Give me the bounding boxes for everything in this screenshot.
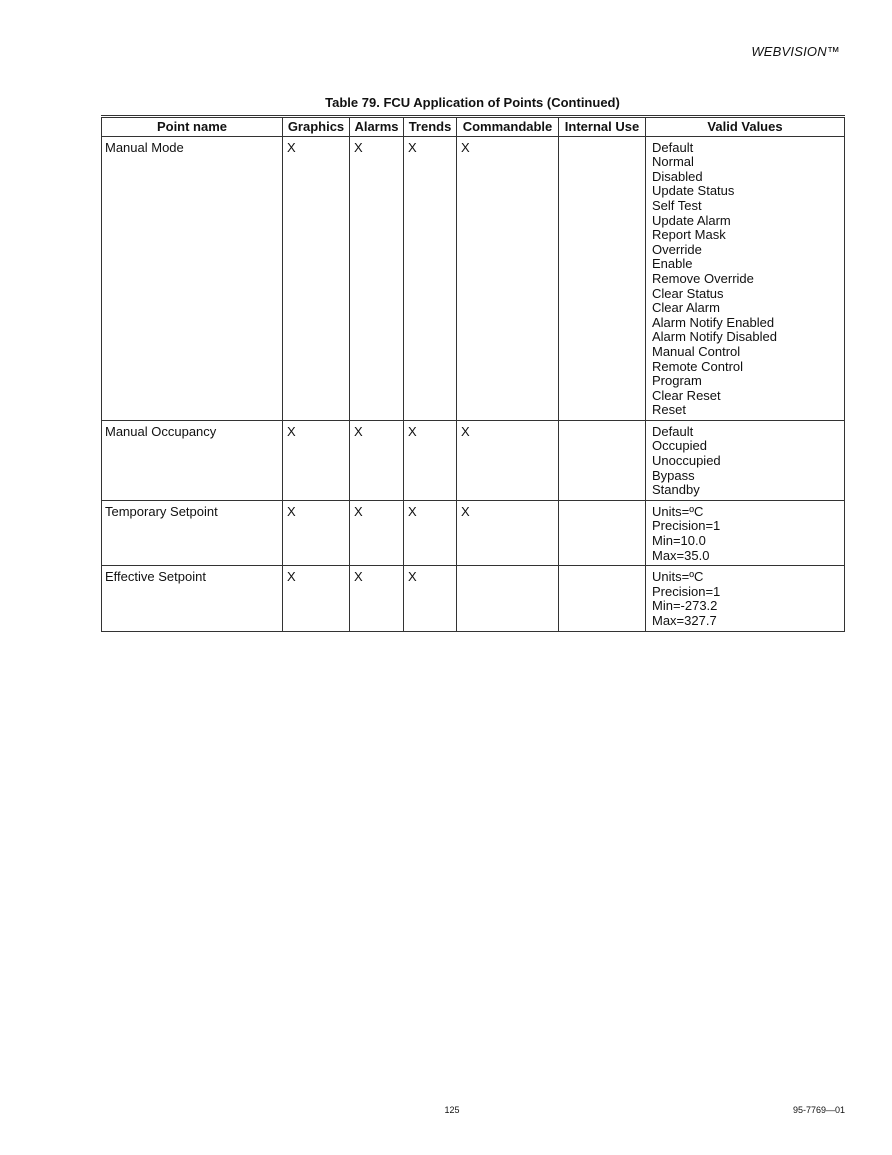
cell-internal-use [559, 136, 646, 420]
valid-value-item: Clear Reset [652, 387, 721, 403]
column-header-internal-use: Internal Use [559, 117, 646, 137]
valid-value-item: Normal [652, 154, 694, 170]
cell-commandable: X [457, 420, 559, 500]
valid-value-item: Reset [652, 402, 686, 418]
valid-value-item: Disabled [652, 168, 703, 184]
valid-values-list [652, 505, 841, 563]
valid-value-item: Units=ºC [652, 503, 704, 519]
valid-value-item: Default [652, 423, 694, 439]
valid-value-item: Precision=1 [652, 518, 721, 534]
cell-commandable: X [457, 500, 559, 565]
valid-value-item: Max=327.7 [652, 613, 717, 628]
cell-trends: X [404, 420, 457, 500]
valid-value-item: Occupied [652, 438, 707, 454]
cell-valid-values [646, 136, 845, 420]
valid-value-item: Enable [652, 256, 693, 272]
column-header-trends: Trends [404, 117, 457, 137]
cell-point-name: Manual Occupancy [102, 420, 283, 500]
valid-value-item: Bypass [652, 467, 695, 483]
running-header: WEBVISION™ [751, 44, 840, 59]
cell-trends: X [404, 566, 457, 631]
valid-value-item: Manual Control [652, 343, 741, 359]
valid-value-item: Max=35.0 [652, 547, 710, 563]
valid-value-item: Self Test [652, 197, 702, 213]
table-row [102, 420, 845, 500]
table-row [102, 500, 845, 565]
cell-graphics: X [283, 566, 350, 631]
cell-alarms: X [350, 566, 404, 631]
column-header-valid-values: Valid Values [646, 117, 845, 137]
cell-internal-use [559, 500, 646, 565]
cell-commandable [457, 566, 559, 631]
cell-alarms: X [350, 500, 404, 565]
cell-trends: X [404, 136, 457, 420]
cell-valid-values [646, 566, 845, 631]
cell-point-name: Effective Setpoint [102, 566, 283, 631]
valid-value-item: Program [652, 373, 702, 389]
cell-graphics: X [283, 136, 350, 420]
cell-point-name: Manual Mode [102, 136, 283, 420]
column-header-point-name: Point name [102, 117, 283, 137]
cell-internal-use [559, 420, 646, 500]
cell-point-name: Temporary Setpoint [102, 500, 283, 565]
valid-value-item: Update Alarm [652, 212, 731, 228]
valid-values-list [652, 570, 841, 628]
points-table [101, 115, 845, 632]
valid-value-item: Unoccupied [652, 453, 721, 469]
valid-value-item: Alarm Notify Disabled [652, 329, 777, 345]
page-number: 125 [444, 1105, 460, 1115]
cell-internal-use [559, 566, 646, 631]
column-header-commandable: Commandable [457, 117, 559, 137]
valid-value-item: Clear Alarm [652, 300, 720, 316]
table-body [102, 136, 845, 631]
column-header-alarms: Alarms [350, 117, 404, 137]
valid-value-item: Report Mask [652, 227, 726, 243]
valid-value-item: Default [652, 139, 694, 155]
valid-value-item: Min=10.0 [652, 533, 706, 549]
valid-value-item: Remote Control [652, 358, 744, 374]
valid-values-list [652, 141, 841, 418]
valid-value-item: Remove Override [652, 270, 754, 286]
cell-trends: X [404, 500, 457, 565]
valid-value-item: Standby [652, 482, 700, 498]
cell-valid-values [646, 500, 845, 565]
valid-value-item: Min=-273.2 [652, 598, 718, 614]
cell-graphics: X [283, 500, 350, 565]
cell-valid-values [646, 420, 845, 500]
valid-value-item: Clear Status [652, 285, 724, 301]
valid-value-item: Units=ºC [652, 569, 704, 585]
column-header-graphics: Graphics [283, 117, 350, 137]
table-header-row [102, 117, 845, 137]
cell-graphics: X [283, 420, 350, 500]
table-row [102, 566, 845, 631]
cell-commandable: X [457, 136, 559, 420]
table-caption: Table 79. FCU Application of Points (Continued) [325, 95, 620, 110]
valid-value-item: Update Status [652, 183, 735, 199]
valid-value-item: Alarm Notify Enabled [652, 314, 775, 330]
valid-values-list [652, 425, 841, 498]
document-number: 95-7769—01 [792, 1105, 845, 1115]
cell-alarms: X [350, 420, 404, 500]
valid-value-item: Precision=1 [652, 583, 721, 599]
valid-value-item: Override [652, 241, 702, 257]
table-row [102, 136, 845, 420]
cell-alarms: X [350, 136, 404, 420]
